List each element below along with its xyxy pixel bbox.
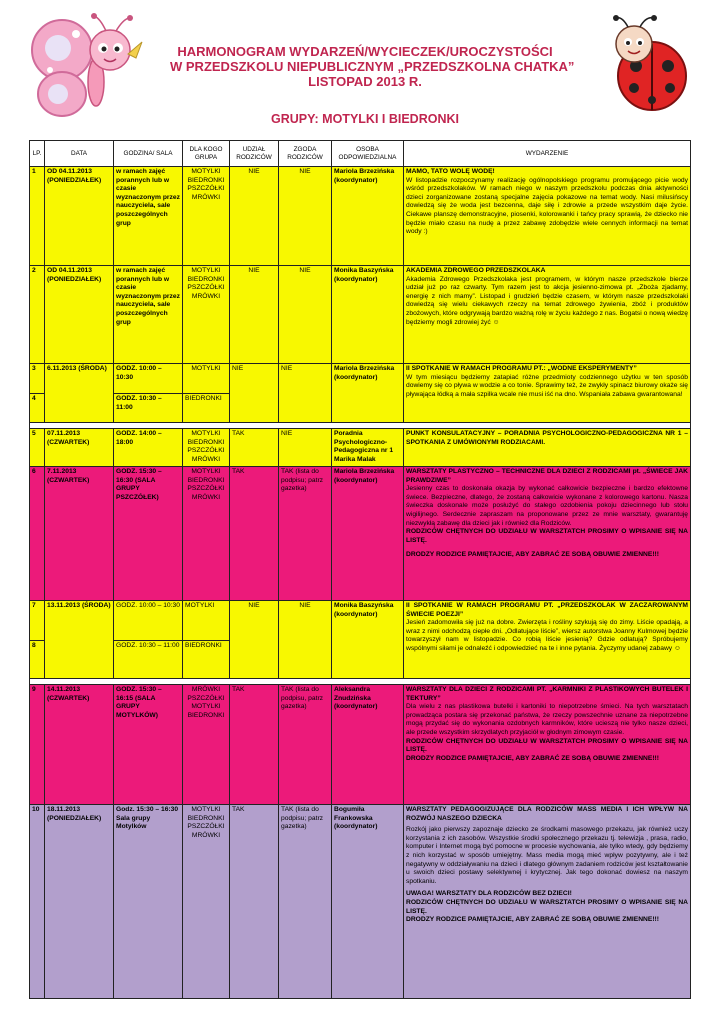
row-date: OD 04.11.2013 (PONIEDZIAŁEK) <box>45 167 114 266</box>
row-person: Poradnia Psychologiczno-Pedagogiczna nr 1 Marika Malak <box>332 429 404 467</box>
row-group: MOTYLKI BIEDRONKI PSZCZÓŁKI MRÓWKI <box>183 167 230 266</box>
row-person: Mariola Brzezińska (koordynator) <box>332 467 404 601</box>
row-group: MOTYLKI <box>183 364 230 394</box>
row-group: MOTYLKI BIEDRONKI PSZCZÓŁKI MRÓWKI <box>183 467 230 601</box>
row-consent: TAK (lista do podpisu, patrz gazetka) <box>279 685 332 805</box>
table-row <box>30 266 691 364</box>
table-row <box>30 167 691 266</box>
row-date: 7.11.2013 (CZWARTEK) <box>45 467 114 601</box>
row-participation: TAK <box>230 805 279 999</box>
row-group: MOTYLKI BIEDRONKI PSZCZÓŁKI MRÓWKI <box>183 805 230 999</box>
groups-heading: GRUPY: MOTYLKI I BIEDRONKI <box>271 112 459 126</box>
col-wydarzenie: WYDARZENIE <box>404 141 691 167</box>
row-time: w ramach zajęć porannych lub w czasie wyznaczonym przez nauczyciela, sale poszczególnych grup <box>114 266 183 364</box>
row-date: 07.11.2013 (CZWARTEK) <box>45 429 114 467</box>
row-participation: NIE <box>230 601 279 679</box>
row-time: Godz. 15:30 – 16:30 Sala grupy Motylków <box>114 805 183 999</box>
event-title: WARSZTATY DLA DZIECI Z RODZICAMI PT. „KARMNIKI Z PLASTIKOWYCH BUTELEK I TEKTURY” <box>406 686 688 702</box>
row-group: MOTYLKI BIEDRONKI PSZCZÓŁKI MRÓWKI <box>183 429 230 467</box>
row-participation: TAK <box>230 429 279 467</box>
row-time: w ramach zajęć porannych lub w czasie wyznaczonym przez nauczyciela, sale poszczególnych grup <box>114 167 183 266</box>
row-time: GODZ. 10:00 – 10:30 <box>114 364 183 394</box>
row-lp: 4 <box>30 394 45 423</box>
row-participation: TAK <box>230 685 279 805</box>
row-group: BIEDRONKI <box>183 394 230 423</box>
row-event <box>404 467 691 601</box>
row-lp: 10 <box>30 805 45 999</box>
page-header <box>0 0 724 140</box>
event-title: WARSZTATY PEDAGOGIZUJĄCE DLA RODZICÓW MASS MEDIA I ICH WPŁYW NA ROZWÓJ NASZEGO DZIECKA <box>406 806 688 822</box>
table-row <box>30 601 691 641</box>
row-time: GODZ. 10:30 – 11:00 <box>114 394 183 423</box>
row-time: GODZ. 15:30 – 16:30 (SALA GRUPY PSZCZÓŁEK) <box>114 467 183 601</box>
row-consent: NIE <box>279 266 332 364</box>
row-event <box>404 266 691 364</box>
row-lp: 9 <box>30 685 45 805</box>
row-event <box>404 685 691 805</box>
row-person: Monika Baszyńska (koordynator) <box>332 601 404 679</box>
event-description: Dla wielu z nas plastikowa butelki i kartoniki to niepotrzebne śmieci. Na tych warsztatach prowadząca postara się przekonać państwa, że rzeczy powszechnie uznane za niepotrzebne mogą przydać się do wykonania ozdobnych karmników, które ucieszą nie tylko nasze dzieci, ale przede wszystkim skrzydlatych przyjaciół w głodnym zimowym czasie. <box>406 703 688 736</box>
row-consent: NIE <box>279 601 332 679</box>
row-event <box>404 364 691 423</box>
event-description: Rozkój jako pierwszy zapoznaje dziecko ze środkami masowego przekazu, jak również uczy korzystania z ich zasobów. Wszystkie środki społecznego przekazu tj. telewizja , prasa, radio, komputer i Internet mogą być pomocne w procesie wychowania, ale tylko wtedy, gdy będziemy z nich korzystać w sposób umiejętny. Mass media mogą mieć wpływ pozytywny, ale i też negatywny w oddziaływaniu na dzieci i dlatego głównym zadaniem rodziców jest kształtowanie u swoich dzieci postawy selektywnej i krytycznej. Jak tego dokonać dowiesz na naszym spotkaniu. <box>406 826 688 885</box>
event-description: Jesień zadomowiła się już na dobre. Zwierzęta i rośliny szykują się do zimy. Liście opadają, a wraz z nimi odchodzą ciepłe dni. „Odlatujące liście”, wiersz autorstwa Joanny Kulmowej będzie towarzyszył nam w listopadzie. Co robią liście jesienią? Gdzie odlatują? Spróbujemy wspólnymi siłami je odnaleźć i odpowiedzieć na te i inne pytania. Życzymy udanej zabawy ☺ <box>406 619 688 652</box>
event-note: DRODZY RODZICE PAMIĘTAJCIE, ABY ZABRAĆ ZE SOBĄ OBUWIE ZMIENNE!!! <box>406 551 660 559</box>
row-event <box>404 167 691 266</box>
row-person: Mariola Brzezińska (koordynator) <box>332 167 404 266</box>
events-table <box>29 140 691 999</box>
row-date: 14.11.2013 (CZWARTEK) <box>45 685 114 805</box>
row-person: Bogumiła Frankowska (koordynator) <box>332 805 404 999</box>
row-time: GODZ. 15:30 – 16:15 (SALA GRUPY MOTYLKÓW) <box>114 685 183 805</box>
col-dla-kogo: DLA KOGO GRUPA <box>183 141 230 167</box>
event-note: RODZICÓW CHĘTNYCH DO UDZIAŁU W WARSZTATCH PROSIMY O WPISANIE SIĘ NA LISTĘ. <box>406 737 688 754</box>
event-description: W listopadzie rozpoczynamy realizację ogólnopolskiego programu promującego picie wody wśród przedszkolaków. W ramach niego w naszym przedszkolu podczas dnia aktywności dzieci zorganizowane zostaną specjalne zajęcia pokazowe na temat wody. Nasi milusińscy dowiedzą się że woda jest bezcenna, daje siłę i zdrowie a przede wszystkim daje życie. Ciekawe planszę demonstracyjne, piosenki, kolorowanki i tańcy pracy sprawią, że dziecko nie będzie miało czasu na nudę a przez zabawę zdobędzie wiele cennych informacji na temat wody :) <box>406 176 688 236</box>
row-consent: NIE <box>279 364 332 423</box>
table-row <box>30 685 691 805</box>
row-consent: TAK (lista do podpisu; patrz gazetka) <box>279 805 332 999</box>
row-event <box>404 805 691 999</box>
row-time: GODZ. 10:00 – 10:30 <box>114 601 183 641</box>
row-lp: 2 <box>30 266 45 364</box>
row-lp: 1 <box>30 167 45 266</box>
table-row <box>30 467 691 601</box>
event-title: AKADEMIA ZDROWEGO PRZEDSZKOLAKA <box>406 267 546 274</box>
col-zgoda: ZGODA RODZICÓW <box>279 141 332 167</box>
event-title: WARSZTATY PLASTYCZNO – TECHNICZNE DLA DZIECI Z RODZICAMI pt. „ŚWIECE JAK PRAWDZIWE” <box>406 468 688 484</box>
row-lp: 3 <box>30 364 45 394</box>
event-title: II SPOTKANIE W RAMACH PROGRAMU PT.: „WODNE EKSPERYMENTY” <box>406 365 637 372</box>
row-consent: NIE <box>279 167 332 266</box>
col-osoba: OSOBA ODPOWIEDZIALNA <box>332 141 404 167</box>
row-time: GODZ. 14:00 – 18:00 <box>114 429 183 467</box>
row-date: 18.11.2013 (PONIEDZIAŁEK) <box>45 805 114 999</box>
event-title: II SPOTKANIE W RAMACH PROGRAMU PT. „PRZEDSZKOLAK W ZACZAROWANYM ŚWIECIE POEZJI” <box>406 602 688 618</box>
row-group: MOTYLKI BIEDRONKI PSZCZÓŁKI MRÓWKI <box>183 266 230 364</box>
row-lp: 7 <box>30 601 45 641</box>
row-participation: NIE <box>230 266 279 364</box>
row-time: GODZ. 10:30 – 11:00 <box>114 641 183 679</box>
row-lp: 8 <box>30 641 45 679</box>
butterfly-illustration <box>30 12 148 122</box>
row-consent: TAK (lista do podpisu; patrz gazetka) <box>279 467 332 601</box>
event-description: Jesienny czas to doskonała okazja by wykonać całkowicie bezpieczne i bardzo efektowne świece. Bezpieczne, dlatego, że zostaną całkowicie wykonane z kolorowego kartonu. Nasza świeczka doskonale może posłużyć do stałego ozdobienia pokoju dziecinnego lub stołu wigilijnego. Serdecznie zapraszam na proponowane przez ze mnie warsztaty, gwarantuję niezwykłą zabawę dla dzieci jak i również dla Rodziców. <box>406 485 688 527</box>
col-udzial: UDZIAŁ RODZICÓW <box>230 141 279 167</box>
row-event <box>404 601 691 679</box>
document-title <box>170 44 575 89</box>
table-row <box>30 805 691 999</box>
row-participation: TAK <box>230 467 279 601</box>
row-lp: 5 <box>30 429 45 467</box>
event-note: DRODZY RODZICE PAMIĘTAJCIE, ABY ZABRAĆ ZE SOBĄ OBUWIE ZMIENNE!!! <box>406 754 660 762</box>
event-description: W tym miesiącu będziemy zatapiać różne przedmioty codziennego użytku w ten sposób dowiemy się co pływa w wodzie a co tonie. Sprawimy też, że zwykły spinacz biurowy okaże się pływająca łódką a mała szpilka wcale nie musi iść na dno. Wspaniała zabawa gwarantowana! <box>406 373 688 398</box>
table-header-row <box>30 141 691 167</box>
event-note: UWAGA! WARSZTATY DLA RODZICÓW BEZ DZIECI! <box>406 890 572 898</box>
row-person: Aleksandra Znudzińska (koordynator) <box>332 685 404 805</box>
col-lp: LP. <box>30 141 45 167</box>
row-date: OD 04.11.2013 (PONIEDZIAŁEK) <box>45 266 114 364</box>
title-line-2: W PRZEDSZKOLU NIEPUBLICZNYM „PRZEDSZKOLNA CHATKA” <box>170 59 575 74</box>
title-line-3: LISTOPAD 2013 R. <box>308 74 422 89</box>
title-line-1: HARMONOGRAM WYDARZEŃ/WYCIECZEK/UROCZYSTOŚCI <box>177 44 553 59</box>
col-data: DATA <box>45 141 114 167</box>
row-group: MRÓWKI PSZCZÓŁKI MOTYLKI BIEDRONKI <box>183 685 230 805</box>
row-person: Mariola Brzezińska (koordynator) <box>332 364 404 423</box>
row-lp: 6 <box>30 467 45 601</box>
event-note: RODZICÓW CHĘTNYCH DO UDZIAŁU W WARSZTATCH PROSIMY O WPISANIE SIĘ NA LISTĘ. <box>406 898 688 915</box>
table-row <box>30 429 691 467</box>
ladybug-illustration <box>598 14 702 118</box>
event-note: RODZICÓW CHĘTNYCH DO UDZIAŁU W WARSZTATCH PROSIMY O WPISANIE SIĘ NA LISTĘ. <box>406 528 688 544</box>
row-event: PUNKT KONSULATACYJNY – PORADNIA PSYCHOLOGICZNO-PEDAGOGICZNA NR 1 – SPOTKANIA Z UMÓWIONYMI RODZIACAMI. <box>404 429 691 467</box>
col-godzina: GODZINA/ SALA <box>114 141 183 167</box>
row-date: 6.11.2013 (ŚRODA) <box>45 364 114 423</box>
row-consent: NIE <box>279 429 332 467</box>
row-group: BIEDRONKI <box>183 641 230 679</box>
event-note: DRODZY RODZICE PAMIĘTAJCIE, ABY ZABRAĆ ZE SOBĄ OBUWIE ZMIENNE!!! <box>406 916 660 924</box>
row-person: Monika Baszyńska (koordynator) <box>332 266 404 364</box>
row-group: MOTYLKI <box>183 601 230 641</box>
row-date: 13.11.2013 (ŚRODA) <box>45 601 114 679</box>
row-participation: NIE <box>230 167 279 266</box>
event-title: MAMO, TATO WOLĘ WODĘ! <box>406 168 495 175</box>
event-description: Akademia Zdrowego Przedszkolaka jest programem, w którym nasze przedszkole bierze udział już po raz czwarty. Tym razem jest to akcja jesienno-zimowa pt. „Zboża zjadamy, energię z nich mamy”. Listopad i grudzień będzie czasem, w którym nasze przedszkolaki dowiedzą się wielu ciekawych rzeczy na temat zdrowego żywienia, zbóż i produktów zbożowych, które odgrywają bardzo ważną rolę w życiu każdego z nas. Bogatsi o nową wiedzę będziemy mogli zdrowiej żyć ☺ <box>406 275 688 326</box>
table-row <box>30 364 691 394</box>
row-participation: NIE <box>230 364 279 423</box>
